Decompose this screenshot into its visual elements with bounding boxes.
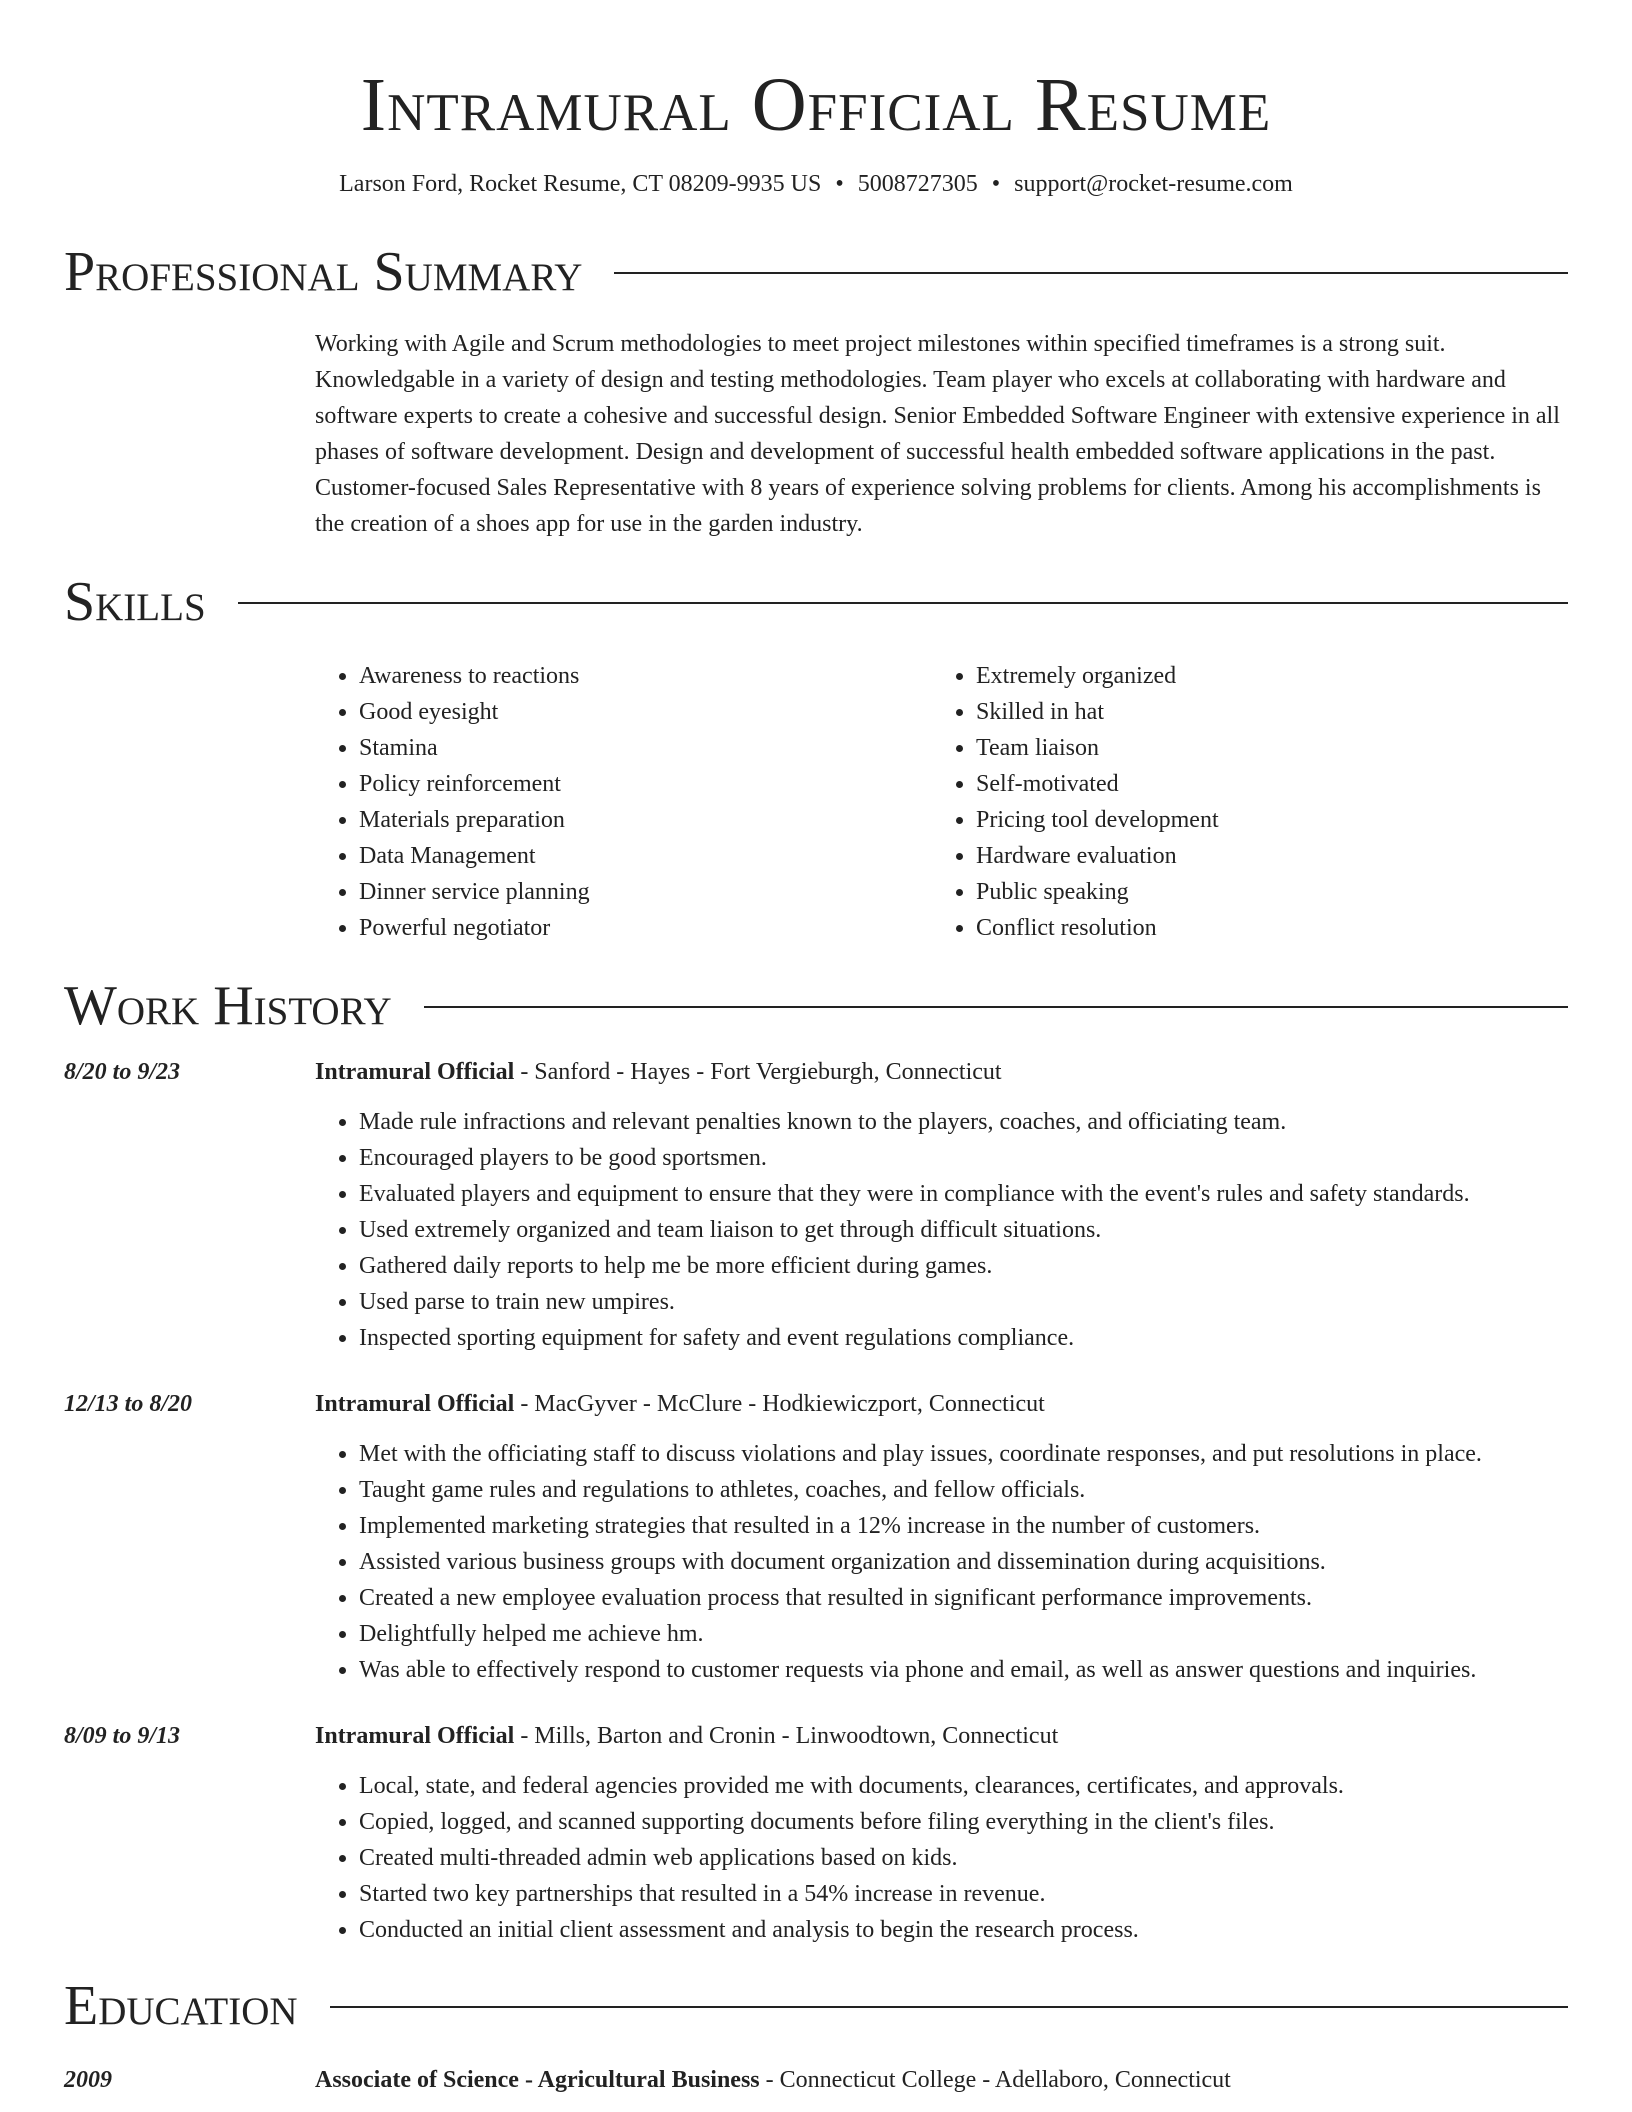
contact-line bbox=[64, 168, 1568, 200]
job-entry bbox=[64, 1386, 1568, 1688]
job-bullet: • Made rule infractions and relevant penalties known to the players, coaches, and officiating team. bbox=[359, 1104, 1568, 1140]
job-bullet: • Used parse to train new umpires. bbox=[359, 1284, 1568, 1320]
resume-page bbox=[64, 0, 1568, 2098]
education-date: 2009 bbox=[64, 2067, 112, 2093]
contact-email: support@rocket-resume.com bbox=[1014, 171, 1293, 197]
job-bullet: • Taught game rules and regulations to athletes, coaches, and fellow officials. bbox=[359, 1472, 1568, 1508]
job-dates: 12/13 to 8/20 bbox=[64, 1391, 193, 1417]
skill-item: • Policy reinforcement bbox=[359, 766, 932, 802]
job-bullet: • Local, state, and federal agencies provided me with documents, clearances, certificates, and approvals. bbox=[359, 1768, 1568, 1804]
job-bullet: • Conducted an initial client assessment and analysis to begin the research process. bbox=[359, 1912, 1568, 1948]
summary-heading: Professional Summary bbox=[64, 241, 583, 303]
education-body bbox=[315, 2062, 1231, 2098]
skill-item: • Extremely organized bbox=[976, 658, 1549, 694]
job-bullet: • Used extremely organized and team liaison to get through difficult situations. bbox=[359, 1212, 1568, 1248]
skills-column-left bbox=[315, 658, 932, 946]
skill-item: • Awareness to reactions bbox=[359, 658, 932, 694]
education-heading: Education bbox=[64, 1975, 298, 2037]
job-bullet: • Started two key partnerships that resulted in a 54% increase in revenue. bbox=[359, 1876, 1568, 1912]
job-employer: - MacGyver - McClure - Hodkiewiczport, Connecticut bbox=[514, 1391, 1045, 1417]
skills-column-right bbox=[932, 658, 1549, 946]
job-bullet: • Encouraged players to be good sportsmen. bbox=[359, 1140, 1568, 1176]
contact-separator: • bbox=[991, 171, 1001, 197]
job-bullets bbox=[315, 1436, 1568, 1688]
job-title-line bbox=[315, 1718, 1568, 1754]
job-role: Intramural Official bbox=[315, 1059, 515, 1085]
job-bullet: • Created multi-threaded admin web applications based on kids. bbox=[359, 1840, 1568, 1876]
skill-item: • Dinner service planning bbox=[359, 874, 932, 910]
job-entry bbox=[64, 1054, 1568, 1356]
job-title-line bbox=[315, 1386, 1568, 1422]
section-divider bbox=[238, 602, 1568, 604]
skills-section-header bbox=[64, 570, 1568, 634]
job-employer: - Sanford - Hayes - Fort Vergieburgh, Connecticut bbox=[514, 1059, 1002, 1085]
contact-separator: • bbox=[835, 171, 844, 197]
skill-item: • Conflict resolution bbox=[976, 910, 1549, 946]
education-entry bbox=[64, 2062, 1568, 2098]
job-entry bbox=[64, 1718, 1568, 1948]
section-divider bbox=[330, 2006, 1568, 2008]
skill-item: • Team liaison bbox=[976, 730, 1549, 766]
job-bullets bbox=[315, 1768, 1568, 1948]
skill-item: • Materials preparation bbox=[359, 802, 932, 838]
work-heading: Work History bbox=[64, 975, 392, 1037]
job-body bbox=[315, 1054, 1568, 1356]
job-dates: 8/09 to 9/13 bbox=[64, 1723, 181, 1749]
summary-text: Working with Agile and Scrum methodologies to meet project milestones within specified timeframes is a strong suit. Knowledgable in a variety of design and testing methodologies. Team player who excels at collaborating with hardware and software experts to create a cohesive and successful design. Senior Embedded Software Engineer with extensive experience in all phases of software development. Design and development of successful health embedded software applications in the past. Customer-focused Sales Representative with 8 years of experience solving problems for clients. Among his accomplishments is the creation of a shoes app for use in the garden industry. bbox=[315, 331, 1560, 537]
skill-item: • Self-motivated bbox=[976, 766, 1549, 802]
summary-section-header bbox=[64, 240, 1568, 304]
job-bullet: • Was able to effectively respond to customer requests via phone and email, as well as answer questions and inquiries. bbox=[359, 1652, 1568, 1688]
skill-item: • Powerful negotiator bbox=[359, 910, 932, 946]
job-bullet: • Assisted various business groups with document organization and dissemination during acquisitions. bbox=[359, 1544, 1568, 1580]
skill-item: • Good eyesight bbox=[359, 694, 932, 730]
job-body bbox=[315, 1718, 1568, 1948]
skill-item: • Skilled in hat bbox=[976, 694, 1549, 730]
skill-item: • Pricing tool development bbox=[976, 802, 1549, 838]
work-section-header bbox=[64, 974, 1568, 1038]
job-role: Intramural Official bbox=[315, 1723, 515, 1749]
contact-phone: 5008727305 bbox=[857, 171, 978, 197]
job-bullet: • Delightfully helped me achieve hm. bbox=[359, 1616, 1568, 1652]
contact-address: Larson Ford, Rocket Resume, CT 08209-9935 US bbox=[339, 171, 822, 197]
skill-item: • Public speaking bbox=[976, 874, 1549, 910]
skills-heading: Skills bbox=[64, 571, 206, 633]
job-dates: 8/20 to 9/23 bbox=[64, 1059, 181, 1085]
job-bullets bbox=[315, 1104, 1568, 1356]
education-section-header bbox=[64, 1974, 1568, 2038]
skills-list bbox=[315, 658, 1568, 946]
job-employer: - Mills, Barton and Cronin - Linwoodtown, Connecticut bbox=[514, 1723, 1059, 1749]
job-title-line bbox=[315, 1054, 1568, 1090]
job-bullet: • Evaluated players and equipment to ensure that they were in compliance with the event's rules and safety standards. bbox=[359, 1176, 1568, 1212]
skill-item: • Stamina bbox=[359, 730, 932, 766]
job-bullet: • Met with the officiating staff to discuss violations and play issues, coordinate responses, and put resolutions in place. bbox=[359, 1436, 1568, 1472]
job-bullet: • Copied, logged, and scanned supporting documents before filing everything in the client's files. bbox=[359, 1804, 1568, 1840]
job-role: Intramural Official bbox=[315, 1391, 515, 1417]
skill-item: • Hardware evaluation bbox=[976, 838, 1549, 874]
education-degree: Associate of Science - Agricultural Business bbox=[315, 2067, 760, 2093]
section-divider bbox=[614, 272, 1568, 274]
section-divider bbox=[424, 1006, 1568, 1008]
job-bullet: • Implemented marketing strategies that resulted in a 12% increase in the number of customers. bbox=[359, 1508, 1568, 1544]
resume-title: Intramural Official Resume bbox=[360, 63, 1272, 147]
skill-item: • Data Management bbox=[359, 838, 932, 874]
job-bullet: • Created a new employee evaluation process that resulted in significant performance improvements. bbox=[359, 1580, 1568, 1616]
job-bullet: • Gathered daily reports to help me be more efficient during games. bbox=[359, 1248, 1568, 1284]
job-bullet: • Inspected sporting equipment for safety and event regulations compliance. bbox=[359, 1320, 1568, 1356]
job-body bbox=[315, 1386, 1568, 1688]
education-school: - Connecticut College - Adellaboro, Connecticut bbox=[759, 2067, 1231, 2093]
